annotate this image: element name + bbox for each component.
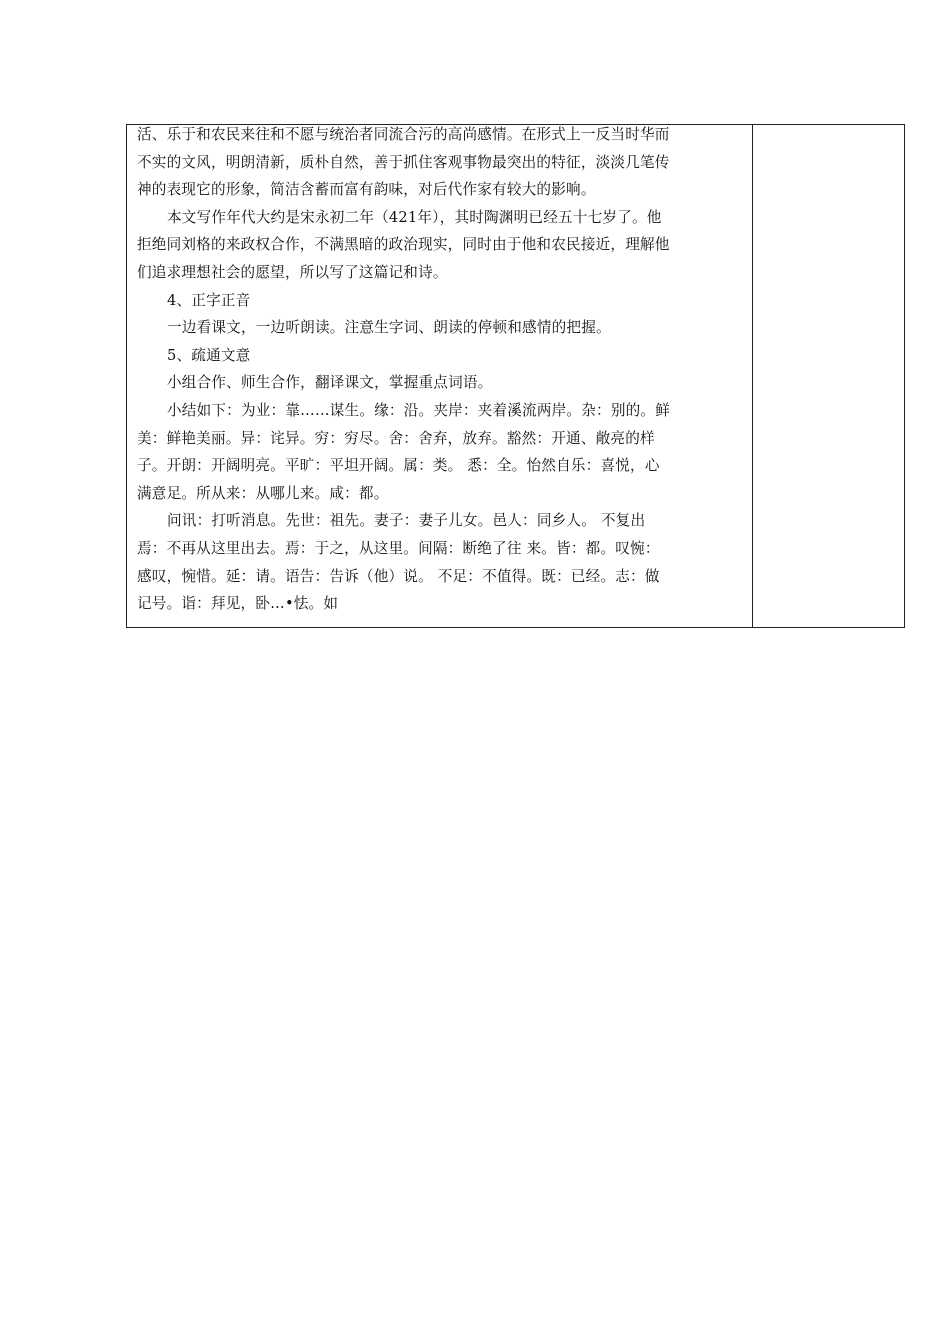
text-line: 活、乐于和农民来往和不愿与统治者同流合污的高尚感情。在形式上一反当时华而 — [137, 126, 670, 143]
text-line: 小结如下：为业：靠……谋生。缘：沿。夹岸：夹着溪流两岸。杂：别的。鲜 — [167, 401, 670, 419]
content-cell — [127, 125, 753, 627]
text-line: 一边看课文，一边听朗读。注意生字词、朗读的停顿和感情的把握。 — [167, 319, 611, 337]
text-line: 本文写作年代大约是宋永初二年（421年），其时陶渊明已经五十七岁了。他 — [167, 208, 662, 226]
text-line: 神的表现它的形象，简洁含蓄而富有韵味，对后代作家有较大的影响。 — [137, 181, 596, 199]
text-line: 美：鲜艳美丽。异：诧异。穷：穷尽。舍：舍弃，放弃。豁然：开通、敞亮的样 — [137, 429, 655, 447]
text-line: 子。开朗：开阔明亮。平旷：平坦开阔。属：类。 悉：全。怡然自乐：喜悦，心 — [137, 457, 660, 475]
section-heading: 4、正字正音 — [167, 291, 251, 309]
text-line: 记号。诣：拜见，卧…•怯。如 — [137, 595, 339, 613]
section-heading: 5、疏通文意 — [167, 346, 251, 364]
text-line: 们追求理想社会的愿望，所以写了这篇记和诗。 — [137, 263, 448, 281]
text-line: 拒绝同刘格的来政权合作，不满黑暗的政治现实，同时由于他和农民接近，理解他 — [137, 236, 670, 254]
text-line: 焉：不再从这里出去。焉：于之，从这里。间隔：断绝了往 来。皆：都。叹惋： — [137, 539, 660, 557]
notes-cell — [753, 125, 904, 627]
text-line: 不实的文风，明朗清新，质朴自然，善于抓住客观事物最突出的特征，淡淡几笔传 — [137, 153, 670, 171]
lesson-table — [126, 124, 905, 628]
text-line: 问讯：打听消息。先世：祖先。妻子：妻子儿女。邑人：同乡人。 不复出 — [167, 512, 646, 530]
text-line: 满意足。所从来：从哪儿来。咸：都。 — [137, 484, 389, 502]
text-line: 小组合作、师生合作，翻译课文，掌握重点词语。 — [167, 374, 493, 392]
text-line: 感叹，惋惜。延：请。语告：告诉（他）说。 不足：不值得。既：已经。志：做 — [137, 567, 660, 585]
